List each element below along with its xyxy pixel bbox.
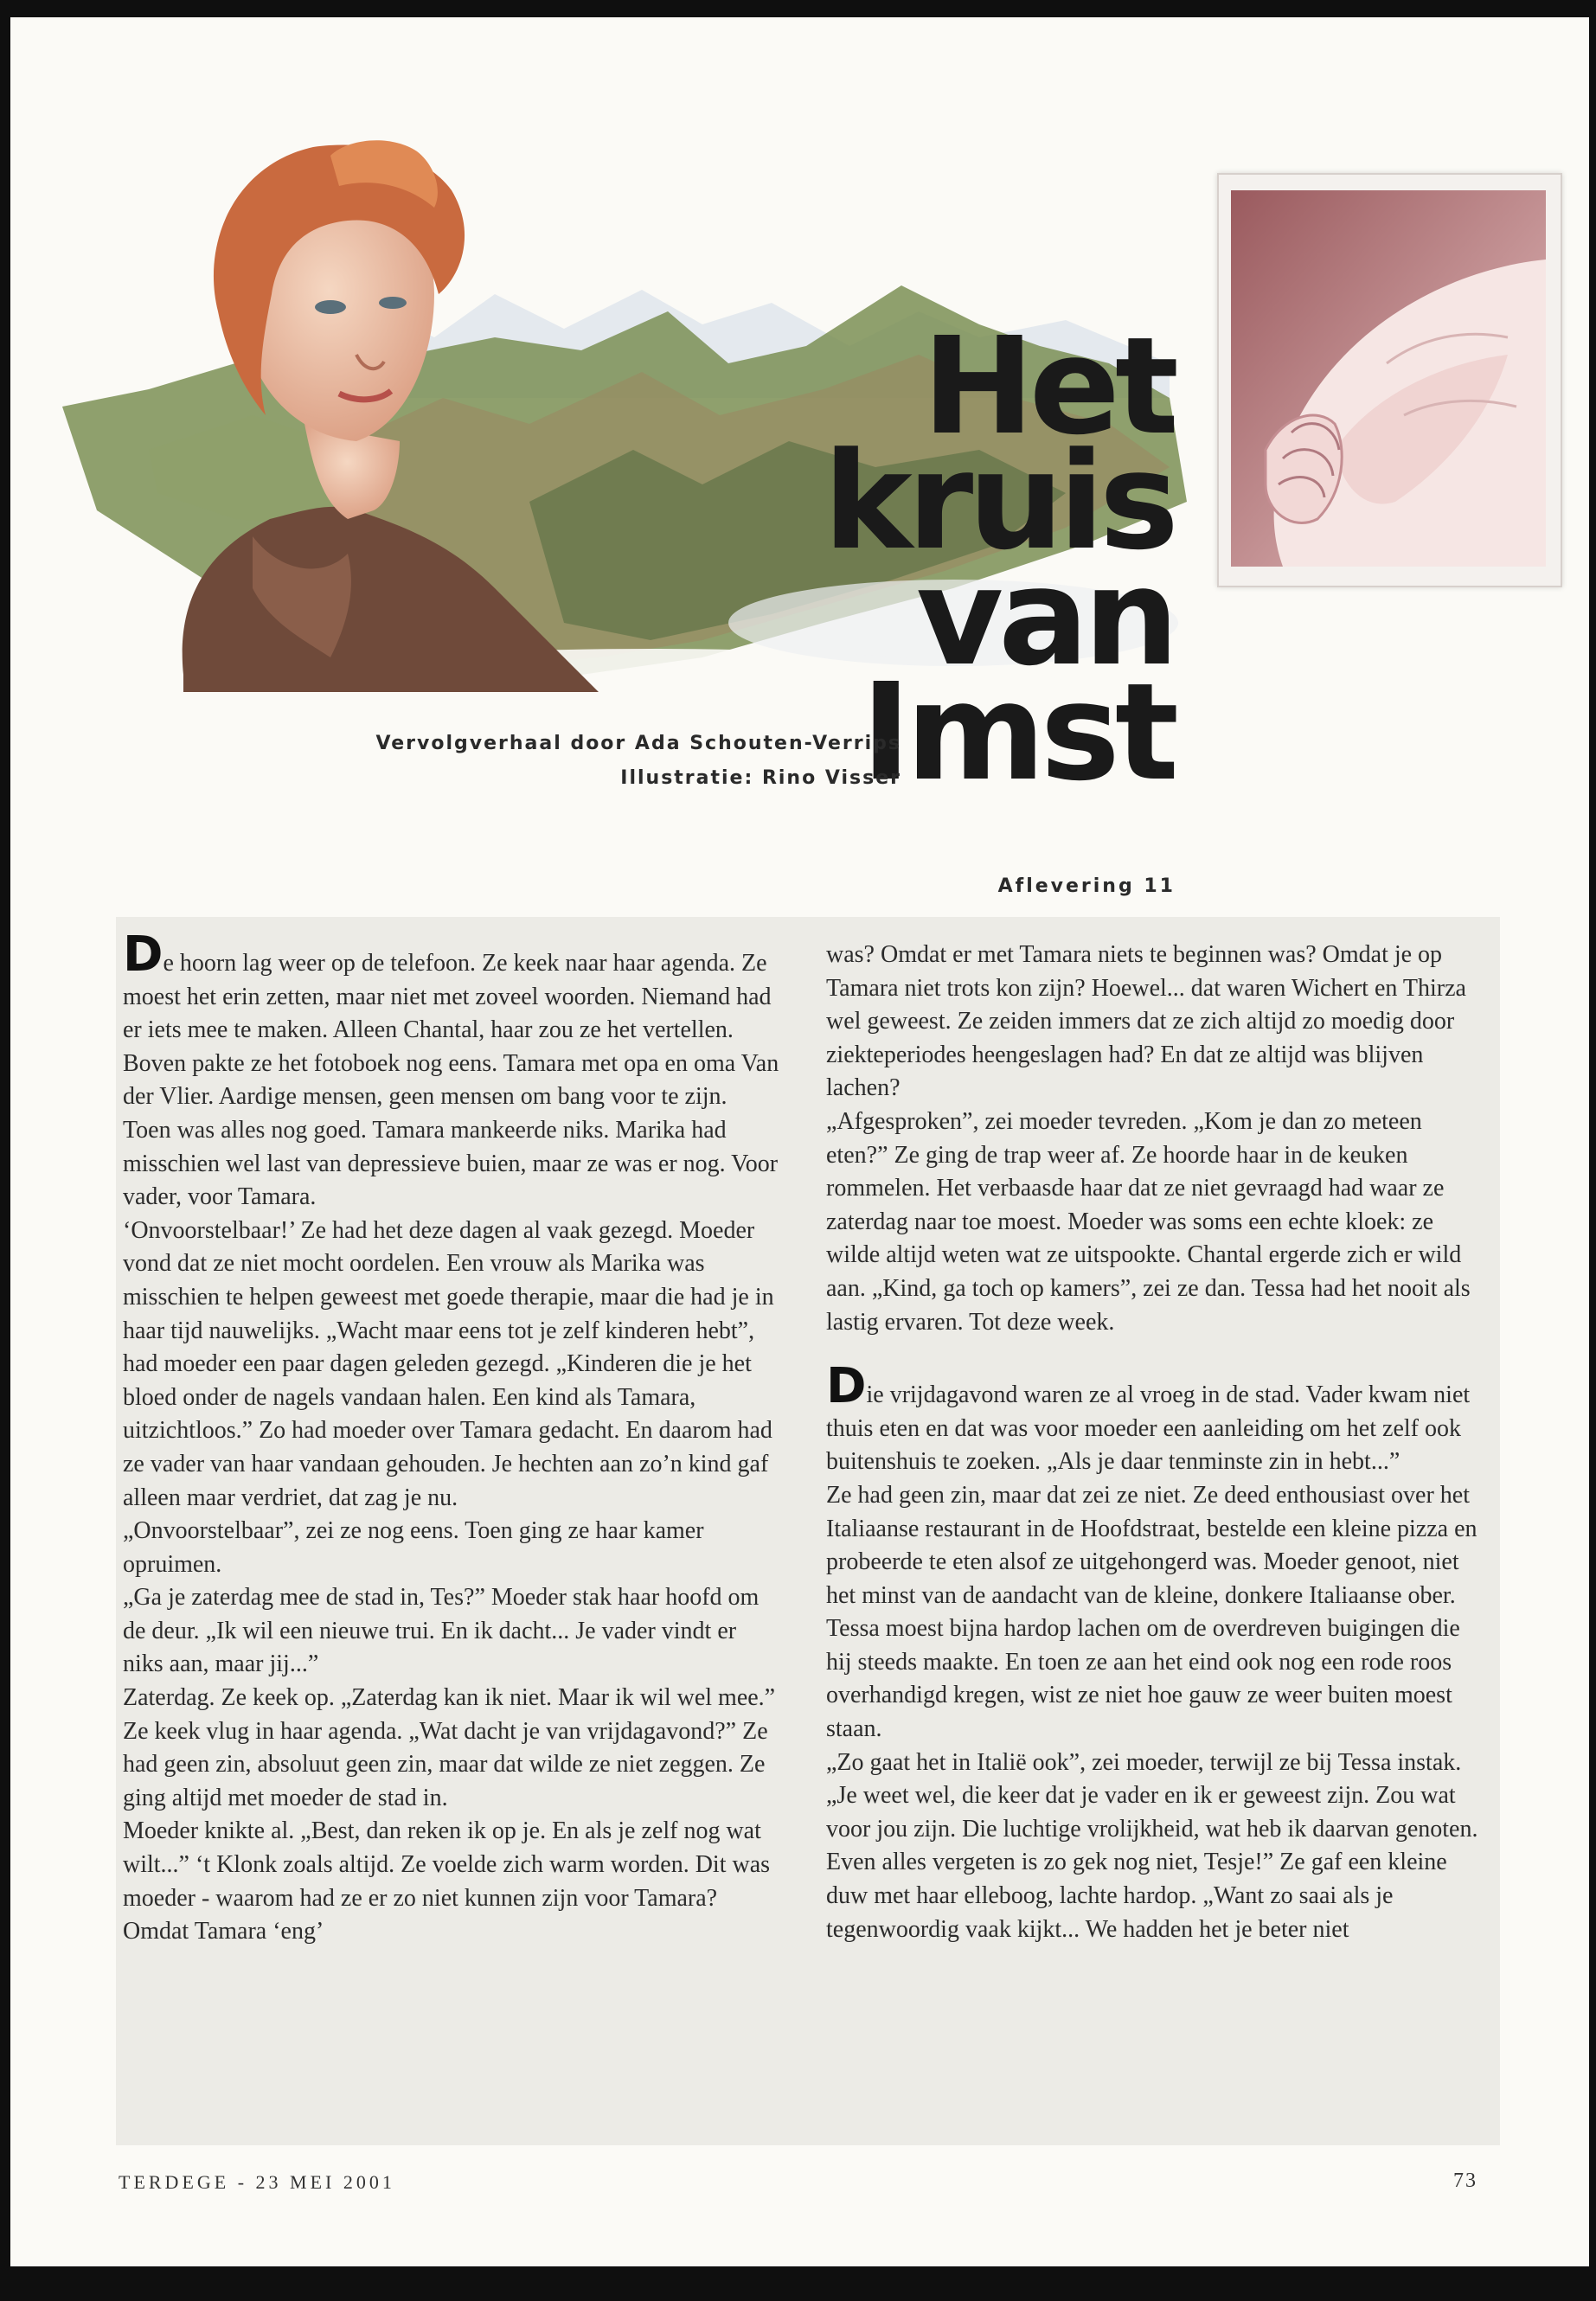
magazine-page <box>10 17 1589 2266</box>
title-line: Het <box>922 308 1174 465</box>
paragraph: Zaterdag. Ze keek op. „Zaterdag kan ik niet. Maar ik wil wel mee.” Ze keek vlug in haar agenda. „Wat dacht je van vrijdagavond?” Ze had geen zin, absoluut geen zin, maar dat wilde ze niet zeggen. Ze ging altijd met moeder de stad in. <box>123 1684 776 1811</box>
paragraph: „Afgesproken”, zei moeder tevreden. „Kom je dan zo meteen eten?” Ze ging de trap weer af. Ze hoorde haar in de keuken rommelen. Het verbaasde haar dat ze niet gevraagd had waar ze zaterdag naar toe moest. Moeder was soms een echte kloek: ze wilde altijd weten wat ze uitspookte. Chantal ergerde zich er wild aan. „Kind, ga toch op kamers”, zei ze dan. Tessa had het nooit als lastig ervaren. Tot deze week. <box>826 1107 1471 1336</box>
section-gap <box>826 1339 1484 1370</box>
story-title <box>823 308 1174 811</box>
paragraph: Boven pakte ze het fotoboek nog eens. Tamara met opa en oma Van der Vlier. Aardige mensen, geen mensen om bang voor te zijn. Toen was alles nog goed. Tamara mankeerde niks. Marika had misschien wel last van depressieve buien, maar ze was er nog. Voor vader, voor Tamara. <box>123 1049 779 1211</box>
paragraph: was? Omdat er met Tamara niets te beginnen was? Omdat je op Tamara niet trots kon zijn? Hoewel... dat waren Wichert en Thirza wel geweest. Ze zeiden immers dat ze zich altijd zo moedig door ziekteperiodes heengeslagen had? En dat ze altijd was blijven lachen? <box>826 941 1466 1102</box>
paragraph: ‘Onvoorstelbaar!’ Ze had het deze dagen al vaak gezegd. Moeder vond dat ze niet mocht oordelen. Een vrouw als Marika was misschien te helpen geweest met goede therapie, maar die had je in haar tijd nauwelijks. „Wacht maar eens tot je zelf kinderen hebt”, had moeder een paar dagen geleden gezegd. „Kinderen die je het bloed onder de nagels vandaan halen. Een kind als Tamara, uitzichtloos.” Zo had moeder over Tamara gedacht. En daarom had ze vader van haar vandaan gehouden. Je hechten aan zo’n kind gaf alleen maar verdriet, dat zag je nu. <box>123 1216 774 1511</box>
text-column-right <box>826 939 1484 1946</box>
title-line: Imst <box>861 653 1174 811</box>
drop-cap: D <box>826 1358 867 1415</box>
paragraph: „Onvoorstelbaar”, zei ze nog eens. Toen ging ze haar kamer opruimen. <box>123 1517 704 1578</box>
paragraph: De hoorn lag weer op de telefoon. Ze keek naar haar agenda. Ze moest het erin zetten, maar niet met zoveel woorden. Niemand had er iets mee te maken. Alleen Chantal, haar zou ze het vertellen. <box>123 926 772 1044</box>
paragraph: „Zo gaat het in Italië ook”, zei moeder, terwijl ze bij Tessa instak. „Je weet wel, die keer dat je vader en ik er geweest zijn. Zou wat voor jou zijn. Die luchtige vrolijkheid, wat heb ik daarvan genoten. Even alles vergeten is zo gek nog niet, Tesje!” Ze gaf een kleine duw met haar elleboog, lachte hardop. „Want zo saai als je tegenwoordig vaak kijkt... We hadden het je beter niet <box>826 1748 1478 1943</box>
paragraph: Die vrijdagavond waren ze al vroeg in de stad. Vader kwam niet thuis eten en dat was voor moeder een aanleiding om het zelf ook buitenshuis te zoeken. „Als je daar tenminste zin in hebt...” <box>826 1358 1471 1476</box>
paragraph: Moeder knikte al. „Best, dan reken ik op je. En als je zelf nog wat wilt...” ‘t Klonk zoals altijd. Ze voelde zich warm worden. Dit was moeder - waarom had ze er zo niet kunnen zijn voor Tamara? Omdat Tamara ‘eng’ <box>123 1817 771 1945</box>
text-column-left <box>123 926 780 1949</box>
paragraph: „Ga je zaterdag mee de stad in, Tes?” Moeder stak haar hoofd om de deur. „Ik wil een nieuwe trui. En ik dacht... Je vader vindt er niks aan, maar jij...” <box>123 1584 760 1678</box>
author-credit: Vervolgverhaal door Ada Schouten-Verrips <box>375 733 901 754</box>
publication-footer: TERDEGE - 23 MEI 2001 <box>119 2171 395 2193</box>
title-line: van <box>916 538 1174 695</box>
credits <box>375 727 901 796</box>
drop-cap: D <box>123 926 163 983</box>
page-number: 73 <box>1453 2170 1477 2192</box>
title-line: kruis <box>823 423 1174 580</box>
inset-illustration-frame <box>1217 173 1562 587</box>
episode-label: Aflevering 11 <box>997 875 1176 897</box>
illustrator-credit: Illustratie: Rino Visser <box>620 767 901 789</box>
praying-hands-illustration <box>1231 190 1546 567</box>
paragraph: Ze had geen zin, maar dat zei ze niet. Ze deed enthousiast over het Italiaanse restaurant in de Hoofdstraat, bestelde een kleine pizza en probeerde te eten alsof ze uitgehongerd was. Moeder genoot, niet het minst van de aandacht van de kleine, donkere Italiaanse ober. Tessa moest bijna hardop lachen om de overdreven buigingen die hij steeds maakte. En toen ze aan het eind ook nog een rode roos overhandigd kregen, wist ze niet hoe gauw ze weer buiten moest staan. <box>826 1481 1477 1743</box>
